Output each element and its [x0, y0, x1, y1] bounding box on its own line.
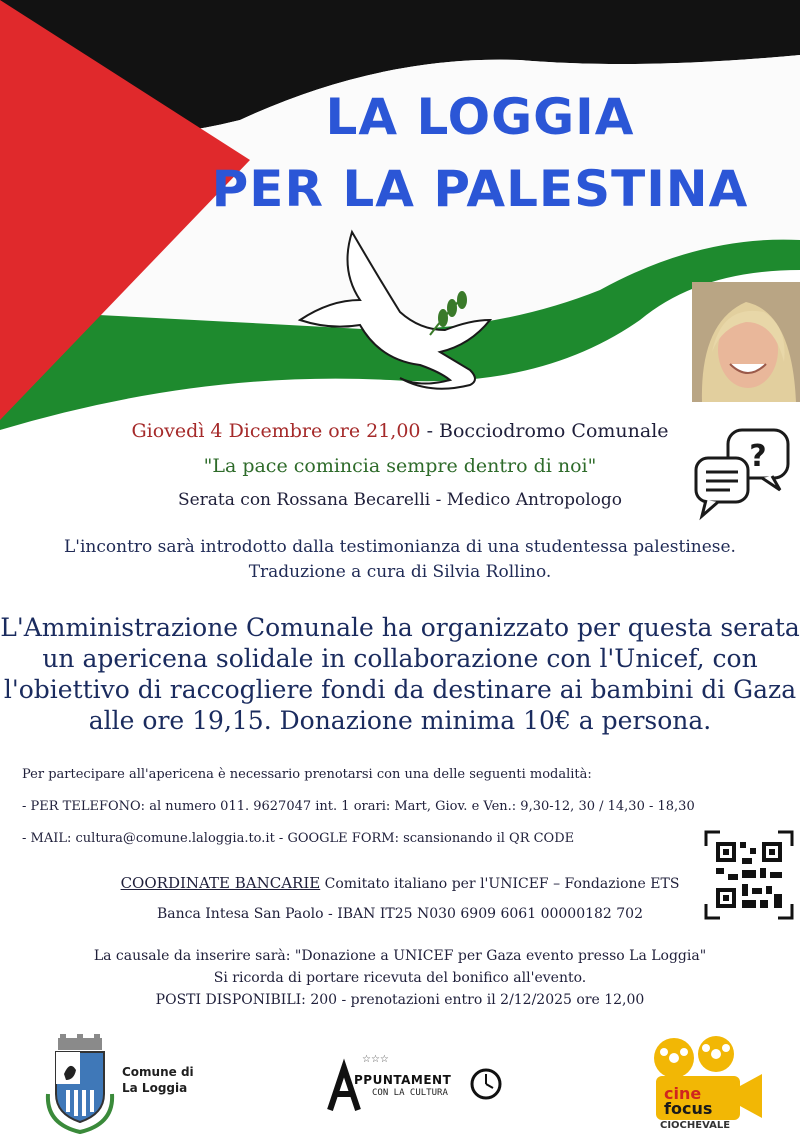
announcement-line-2: un apericena solidale in collaborazione con l'Unicef, con: [42, 644, 758, 673]
event-quote: "La pace comincia sempre dentro di noi": [203, 455, 597, 477]
speaker-photo: [692, 282, 800, 402]
booking-intro: Per partecipare all'apericena è necessario prenotarsi con una delle seguenti modalità:: [22, 767, 592, 782]
announcement-line-3: l'obiettivo di raccogliere fondi da destinare ai bambini di Gaza: [3, 675, 797, 704]
notes-seats: POSTI DISPONIBILI: 200 - prenotazioni entro il 2/12/2025 ore 12,00: [155, 992, 645, 1008]
intro-line-1: L'incontro sarà introdotto dalla testimonianza di una studentessa palestinese.: [64, 537, 736, 557]
cine-line-2: focus: [664, 1099, 713, 1118]
cine-line-1: cine: [664, 1084, 702, 1103]
announcement: [0, 612, 800, 736]
event-venue: - Bocciodromo Comunale: [426, 420, 669, 442]
booking-phone: - PER TELEFONO: al numero 011. 9627047 int. 1 orari: Mart, Giov. e Ven.: 9,30-12, 30 / 14,30 - 18,30: [22, 799, 695, 814]
announcement-line-4: alle ore 19,15. Donazione minima 10€ a persona.: [88, 706, 712, 735]
event-dateline: [0, 420, 800, 442]
intro-line-2: Traduzione a cura di Silvia Rollino.: [248, 562, 552, 582]
comune-line-1: Comune di: [122, 1065, 194, 1079]
bank-iban: Banca Intesa San Paolo - IBAN IT25 N030 6909 6061 00000182 702: [156, 906, 643, 922]
title-line-2: PER LA PALESTINA: [211, 160, 749, 218]
comune-label: [122, 1064, 194, 1096]
svg-text:☆☆☆: ☆☆☆: [362, 1054, 389, 1065]
question-chat-icon: [692, 428, 794, 522]
intro-text: [0, 535, 800, 585]
appuntamenti-sub: CON LA CULTURA: [372, 1088, 448, 1098]
notes-causale: La causale da inserire sarà: "Donazione a UNICEF per Gaza evento presso La Loggia": [93, 948, 707, 964]
bank-heading: COORDINATE BANCARIE: [120, 874, 321, 892]
event-guest: Serata con Rossana Becarelli - Medico Antropologo: [177, 490, 623, 510]
bank-beneficiary: Comitato italiano per l'UNICEF – Fondazione ETS: [320, 876, 680, 892]
booking-mail: - MAIL: cultura@comune.laloggia.to.it - GOOGLE FORM: scansionando il QR CODE: [22, 831, 575, 846]
notes: [0, 945, 800, 1011]
cine-focus-name: [664, 1086, 712, 1116]
event-date: Giovedì 4 Dicembre ore 21,00: [131, 420, 421, 442]
title-line-1: LA LOGGIA: [325, 88, 635, 146]
bank-details: [0, 874, 800, 892]
comune-line-2: La Loggia: [122, 1081, 188, 1095]
announcement-line-1: L'Amministrazione Comunale ha organizzato per questa serata: [0, 613, 800, 642]
notes-receipt: Si ricorda di portare ricevuta del bonifico all'evento.: [213, 970, 587, 986]
crest-icon: [40, 1034, 120, 1134]
cine-focus-sub: CIOCHEVALE: [660, 1120, 731, 1131]
svg-text:?: ?: [749, 439, 767, 474]
appuntamenti-name: PPUNTAMENT: [354, 1073, 452, 1087]
clock-icon: [472, 1070, 500, 1098]
